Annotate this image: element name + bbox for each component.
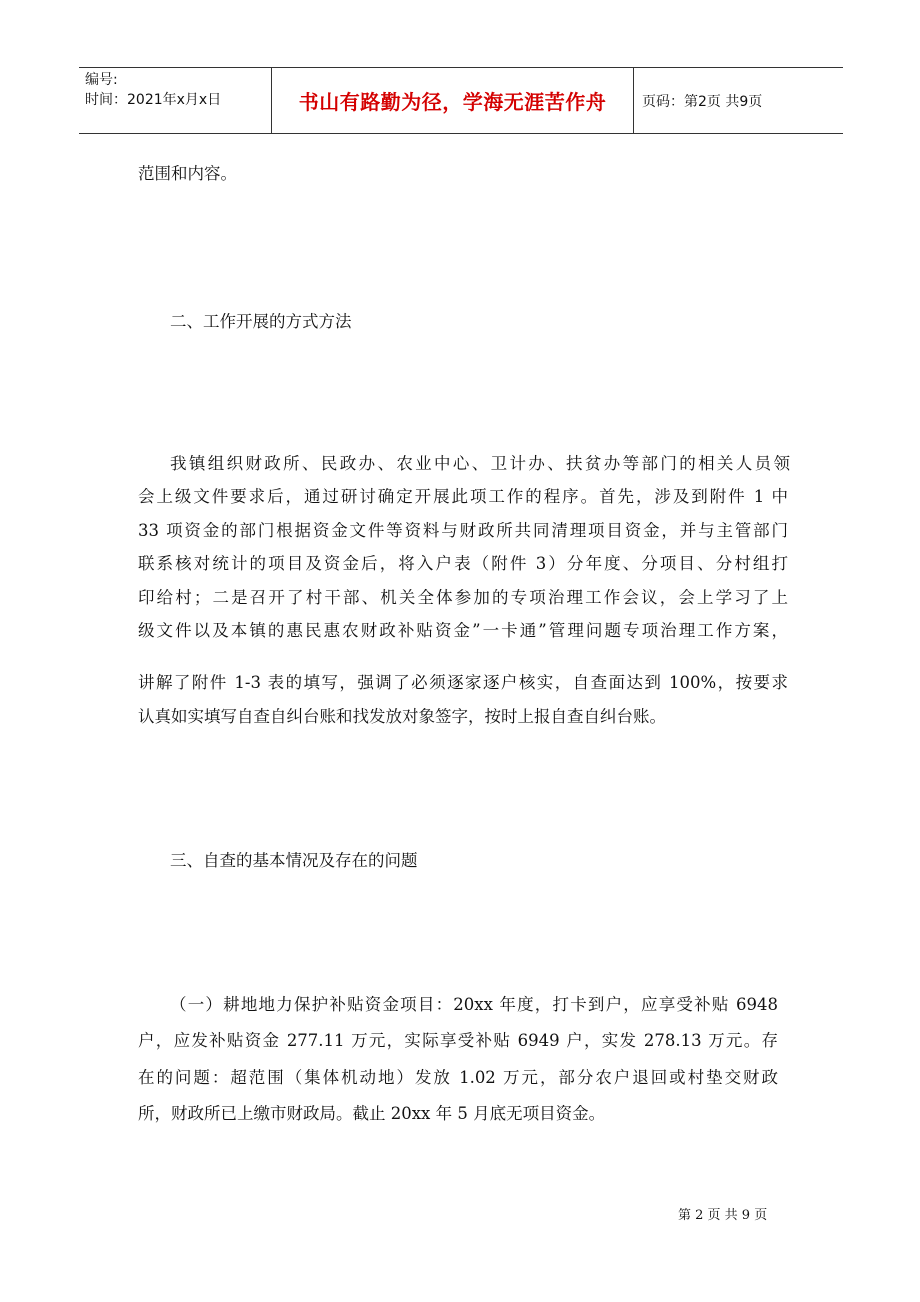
paragraph-2-line-2: 户，应发补贴资金 277.11 万元，实际享受补贴 6949 户，实发 278.13 万元。存 [138,1031,778,1050]
header-page-number: 页码：第2页 共9页 [642,93,763,110]
section-heading-3: 三、自查的基本情况及存在的问题 [170,851,418,870]
section-heading-2: 二、工作开展的方式方法 [170,312,352,331]
page-header [79,67,843,134]
paragraph-1-line-1: 我镇组织财政所、民政办、农业中心、卫计办、扶贫办等部门的相关人员领 [170,454,790,473]
header-meta [79,68,272,133]
header-motto: 书山有路勤为径，学海无涯苦作舟 [272,68,634,133]
paragraph-2-line-4: 所，财政所已上缴市财政局。截止 20xx 年 5 月底无项目资金。 [138,1104,606,1123]
paragraph-1-line-4: 联系核对统计的项目及资金后，将入户表（附件 3）分年度、分项目、分村组打 [138,554,788,573]
paragraph-1-line-8: 认真如实填写自查自纠台账和找发放对象签字，按时上报自查自纠台账。 [138,707,666,726]
paragraph-1-line-6: 级文件以及本镇的惠民惠农财政补贴资金”一卡通”管理问题专项治理工作方案， [138,621,788,640]
paragraph-2-line-1: （一）耕地地力保护补贴资金项目：20xx 年度，打卡到户，应享受补贴 6948 [170,995,778,1014]
document-date: 时间：2021年x月x日 [85,92,222,108]
continued-text: 范围和内容。 [138,164,237,183]
paragraph-1-line-7: 讲解了附件 1-3 表的填写，强调了必须逐家逐户核实，自查面达到 100%，按要求 [138,673,788,692]
document-number: 编号: [85,72,118,88]
paragraph-1-line-3: 33 项资金的部门根据资金文件等资料与财政所共同清理项目资金，并与主管部门 [138,521,788,540]
paragraph-2-line-3: 在的问题：超范围（集体机动地）发放 1.02 万元，部分农户退回或村垫交财政 [138,1068,778,1087]
page-footer: 第 2 页 共 9 页 [678,1208,768,1223]
paragraph-1-line-2: 会上级文件要求后，通过研讨确定开展此项工作的程序。首先，涉及到附件 1 中 [138,487,788,506]
paragraph-1-line-5: 印给村；二是召开了村干部、机关全体参加的专项治理工作会议，会上学习了上 [138,588,788,607]
